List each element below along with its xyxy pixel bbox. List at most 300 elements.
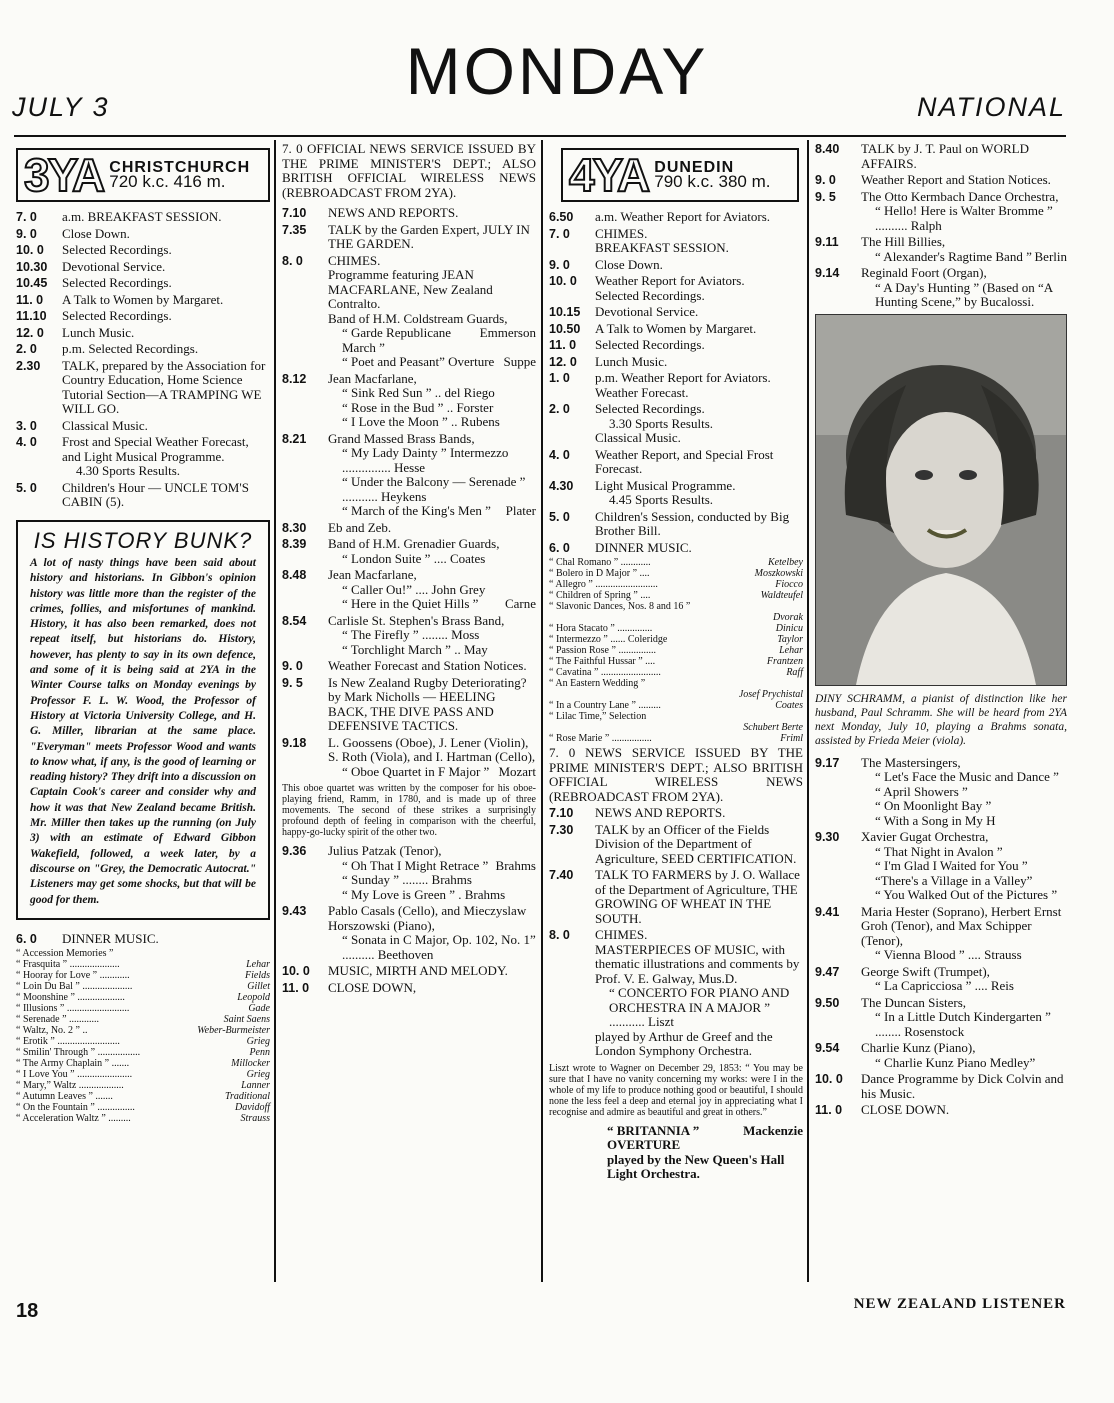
dinner-music-item — [549, 678, 803, 689]
dinner-music-item — [549, 733, 803, 744]
entry-time: 9.54 — [815, 1041, 840, 1055]
programme-line: Children's Session, conducted by Big Brother Bill. — [595, 508, 790, 538]
entry-text — [595, 355, 803, 370]
entry-text — [595, 274, 803, 303]
music-title: “ The Army Chaplain ” ....... — [16, 1058, 130, 1070]
station-city: DUNEDIN — [654, 158, 735, 176]
entry-time: 4. 0 — [549, 447, 570, 462]
entry-text — [328, 521, 536, 536]
programme-line: L. Goossens (Oboe), J. Lener (Violin), S. Roth (Viola), and I. Hartman (Cello), — [328, 734, 536, 764]
entry-time: 8.39 — [282, 537, 307, 551]
programme-line: Eb and Zeb. — [328, 519, 392, 535]
programme-line: Weather Report and Station Notices. — [861, 172, 1051, 187]
entry-text — [861, 965, 1067, 994]
programme-line: Charlie Kunz (Piano), — [861, 1040, 976, 1055]
entry-text — [328, 844, 536, 902]
music-composer: Lehar — [779, 645, 803, 656]
dinner-music-item — [549, 689, 803, 700]
music-title: “ Children of Spring ” .... — [549, 590, 651, 601]
entry-time: 9. 0 — [815, 173, 836, 187]
entry-time: 9.50 — [815, 995, 840, 1010]
entry-text — [328, 904, 536, 962]
entry-time: 9.30 — [815, 830, 840, 844]
programme-line: CHIMES. — [328, 252, 381, 268]
entry-text — [328, 964, 536, 979]
entry-text — [62, 260, 270, 275]
column-3ya — [16, 142, 270, 1124]
entry-time: 10. 0 — [16, 243, 44, 257]
entry-text — [328, 254, 536, 370]
entry-time: 7.10 — [549, 806, 574, 820]
entry-time: 5. 0 — [16, 480, 37, 495]
column-divider — [541, 140, 543, 1282]
entry-time: 6.50 — [549, 210, 574, 224]
schedule-list — [815, 142, 1067, 310]
programme-line: “ Sunday ” ........ Brahms — [342, 872, 472, 887]
entry-text — [328, 537, 536, 566]
entry-time: 7. 0 — [549, 226, 570, 241]
music-title: “ On the Fountain ” ............... — [16, 1102, 135, 1114]
schedule-list — [549, 806, 803, 1059]
entry-time: 12. 0 — [549, 354, 577, 369]
entry-text — [595, 479, 803, 508]
dinner-music-item — [16, 959, 270, 970]
dinner-music-item — [549, 612, 803, 623]
schedule-entry — [549, 541, 803, 556]
programme-line: BREAKFAST SESSION. — [595, 240, 729, 255]
item-title: “ March of the King's Men ” — [342, 503, 491, 518]
programme-line: The Hill Billies, — [861, 234, 946, 249]
entry-text — [595, 448, 803, 477]
music-title: “ Slavonic Dances, Nos. 8 and 16 ” — [549, 601, 691, 612]
music-composer: Leopold — [237, 992, 270, 1004]
item-composer: Suppe — [503, 354, 536, 369]
programme-line: “ A Day's Hunting ” (Based on “A Hunting Scene,” by Bucalossi. — [875, 279, 1053, 309]
entry-time: 10. 0 — [815, 1072, 843, 1086]
entry-text — [62, 293, 270, 308]
dinner-music-item — [16, 1091, 270, 1102]
programme-line: Xavier Gugat Orchestra, — [861, 829, 989, 844]
schedule-entry — [16, 276, 270, 291]
music-title: “ Bolero in D Major ” .... — [549, 568, 650, 579]
music-title: “ Frasquita ” .................... — [16, 959, 120, 971]
entry-text — [861, 173, 1067, 188]
schedule-entry — [16, 419, 270, 434]
programme-line: Children's Hour — UNCLE TOM'S CABIN (5). — [62, 479, 249, 509]
dinner-music-item — [16, 1025, 270, 1036]
item-title: “ Here in the Quiet Hills ” — [342, 596, 479, 611]
entry-time: 8.30 — [282, 520, 307, 535]
music-composer: Fiocco — [775, 579, 803, 590]
dinner-music-item — [549, 579, 803, 590]
feature-text: A lot of nasty things have been said about history and historians. In Gibbon's opinion history was little more than the register of the crimes, follies, and misfortunes of mankind. History, it has also been remarked, does not repeat itself, but historians do. History, however, has plenty to say in its own defence, and some of it is being said at 2YA in the Winter Course talks on Monday evenings by Professor F. L. W. Wood, the Professor of History at Victoria University College, and H. G. Miller, librarian at the same place. "Everyman" meets Professor Wood and wants to know what, if any, is the good of learning or reading history? They drift into a discussion on Captain Cook's career and consider why and how it was that New Zealand became British. Mr. Miller then takes up the running (on July 3) with an estimate of Edward Gibbon Wakefield, followed, a week later, by a discourse on "Grey, the Democratic Autocrat." Listeners may get some shocks, but that will be good for them. — [30, 557, 256, 906]
entry-time: 4. 0 — [16, 435, 37, 449]
programme-line — [328, 597, 536, 612]
entry-text — [62, 419, 270, 434]
schedule-entry — [549, 806, 803, 821]
music-composer: Ketelbey — [768, 557, 803, 568]
programme-line: “ Rose in the Bud ” .. Forster — [342, 399, 494, 415]
news-intro: 7. 0 NEWS SERVICE ISSUED BY THE PRIME MINISTER'S DEPT.; ALSO BRITISH OFFICIAL WIRELESS NEWS (REBROADCAST FROM 2YA). — [549, 745, 803, 804]
column-divider — [274, 140, 276, 1282]
programme-line — [607, 1124, 803, 1153]
programme-line: Band of H.M. Coldstream Guards, — [328, 310, 508, 326]
item-title: “ Garde Republicane March ” — [342, 325, 452, 355]
entry-text — [595, 227, 803, 256]
programme-line: “ The Firefly ” ........ Moss — [342, 627, 480, 642]
programme-line: Weather Report, and Special Frost Forecast. — [595, 446, 774, 476]
entry-time: 10.30 — [16, 259, 48, 274]
entry-time: 9.17 — [815, 755, 840, 770]
programme-line: The Mastersingers, — [861, 754, 961, 770]
dinner-music-item — [16, 1003, 270, 1014]
dinner-music-item — [16, 970, 270, 981]
entry-text — [861, 905, 1067, 963]
schedule-list — [16, 210, 270, 510]
music-composer: Lehar — [246, 959, 270, 971]
music-title: “ Smilin' Through ” ................. — [16, 1047, 141, 1059]
schedule-entry — [549, 322, 803, 337]
programme-line: played by Arthur de Greef and the London Symphony Orchestra. — [595, 1028, 773, 1058]
entry-text — [595, 541, 803, 556]
entry-time: 11. 0 — [549, 338, 577, 352]
entry-text — [328, 736, 536, 780]
schedule-entry — [815, 965, 1067, 994]
entry-time: 12. 0 — [16, 325, 44, 340]
dinner-music-item — [16, 948, 270, 959]
entry-text — [861, 1072, 1067, 1101]
schedule-entry — [549, 355, 803, 370]
schedule-entry — [815, 235, 1067, 264]
entry-text — [328, 614, 536, 658]
music-composer: Dvorak — [773, 612, 803, 623]
schedule-entry — [282, 614, 536, 658]
programme-line: “ My Lady Dainty ” Intermezzo ............... Hesse — [342, 445, 509, 475]
entry-time: 2.30 — [16, 358, 41, 373]
programme-line: “There's a Village in a Valley” — [875, 872, 1033, 888]
schedule-entry — [282, 904, 536, 962]
entry-time: 11. 0 — [282, 980, 310, 995]
programme-line: Selected Recordings. — [595, 337, 705, 352]
programme-line: Selected Recordings. — [62, 242, 172, 257]
entry-time: 7. 0 — [16, 210, 37, 224]
programme-line: “ You Walked Out of the Pictures ” — [875, 887, 1058, 902]
music-title: “ In a Country Lane ” ......... — [549, 700, 661, 711]
programme-line: “ Sink Red Sun ” .. del Riego — [342, 385, 495, 400]
schedule-entry — [815, 173, 1067, 188]
item-composer: Mackenzie — [743, 1122, 803, 1138]
music-composer: Gillet — [247, 981, 270, 993]
schedule-entry — [815, 1072, 1067, 1101]
station-frequency: 790 k.c. 380 m. — [654, 172, 771, 191]
programme-line: Classical Music. — [62, 417, 148, 433]
schedule-entry — [16, 227, 270, 242]
dinner-music-list — [549, 557, 803, 744]
entry-text — [595, 258, 803, 273]
programme-line: MASTERPIECES OF MUSIC, with thematic illustrations and comments by Prof. V. E. Galway, Mus.D. — [595, 941, 800, 986]
schedule-entry — [549, 338, 803, 353]
programme-line: “ CONCERTO FOR PIANO AND ORCHESTRA IN A MAJOR ” ........... Liszt — [609, 985, 790, 1029]
entry-time: 9.18 — [282, 735, 307, 750]
schedule-entry — [815, 905, 1067, 963]
music-title: “ Mary,” Waltz .................. — [16, 1080, 124, 1092]
schedule-entry — [549, 823, 803, 867]
schedule-entry — [282, 521, 536, 536]
music-title: “ Allegro ” ......................... — [549, 579, 658, 590]
programme-line: Close Down. — [62, 225, 130, 241]
station-city: CHRISTCHURCH — [109, 158, 251, 176]
entry-time: 11.10 — [16, 309, 47, 323]
item-composer: Mozart — [498, 763, 536, 779]
entry-text — [62, 342, 270, 357]
entry-time: 10. 0 — [549, 274, 577, 288]
station-frequency: 720 k.c. 416 m. — [109, 172, 226, 191]
schedule-entry — [282, 432, 536, 519]
programme-line: TALK by the Garden Expert, JULY IN THE GARDEN. — [328, 221, 530, 251]
programme-line — [861, 250, 1067, 265]
schedule-entry — [815, 190, 1067, 234]
programme-line: The Duncan Sisters, — [861, 994, 967, 1010]
schedule-entry — [282, 254, 536, 370]
schedule-entry — [815, 756, 1067, 829]
schedule-entry — [549, 479, 803, 508]
music-composer: Coates — [775, 700, 803, 711]
music-title: “ Chal Romano ” ............ — [549, 557, 651, 568]
programme-line: TALK TO FARMERS by J. O. Wallace of the Department of Agriculture, THE GROWING OF WHEAT IN THE SOUTH. — [595, 867, 800, 926]
item-composer: Carne — [504, 596, 536, 611]
entry-text — [328, 372, 536, 430]
entry-time: 8.21 — [282, 431, 307, 446]
programme-line: p.m. Selected Recordings. — [62, 341, 199, 356]
schedule-entry — [16, 359, 270, 417]
entry-text — [861, 142, 1067, 171]
programme-line: Jean Macfarlane, — [328, 567, 417, 582]
schedule-entry — [16, 435, 270, 479]
schedule-entry — [282, 676, 536, 734]
dinner-music-item — [549, 601, 803, 612]
schedule-entry — [815, 1103, 1067, 1118]
station-logo-4ya — [561, 148, 799, 202]
programme-line: CLOSE DOWN, — [328, 979, 417, 995]
entry-text — [328, 206, 536, 221]
dinner-music-item — [549, 645, 803, 656]
programme-line: Close Down. — [595, 256, 663, 272]
schedule-entry — [282, 568, 536, 612]
entry-time: 3. 0 — [16, 418, 37, 433]
item-title: “ Poet and Peasant” Overture — [342, 354, 495, 369]
programme-line: 4.45 Sports Results. — [609, 492, 714, 507]
dinner-music-item — [549, 568, 803, 579]
entry-text — [595, 823, 803, 867]
programme-line: Lunch Music. — [62, 324, 135, 340]
dinner-music-item — [16, 1014, 270, 1025]
entry-text — [595, 210, 803, 225]
entry-text — [62, 435, 270, 479]
entry-text — [328, 432, 536, 519]
music-composer: Weber-Burmeister — [197, 1025, 270, 1037]
music-title: “ Acceleration Waltz ” ......... — [16, 1113, 131, 1125]
music-composer: Friml — [780, 733, 803, 744]
music-composer: Grieg — [246, 1069, 270, 1081]
dinner-music-item — [549, 557, 803, 568]
dinner-music-list — [16, 948, 270, 1124]
entry-time: 7.10 — [282, 206, 307, 220]
entry-text — [861, 235, 1067, 264]
programme-line: TALK by J. T. Paul on WORLD AFFAIRS. — [861, 141, 1029, 171]
music-composer: Gade — [248, 1003, 270, 1015]
dinner-music-item — [549, 623, 803, 634]
programme-line: a.m. Weather Report for Aviators. — [595, 209, 771, 224]
entry-text — [62, 210, 270, 225]
schedule-entry — [282, 659, 536, 674]
schedule-entry — [16, 342, 270, 357]
music-title: “ Illusions ” ......................... — [16, 1003, 130, 1015]
programme-line: “ Let's Face the Music and Dance ” — [875, 769, 1059, 784]
music-title: “ Cavatina ” ........................ — [549, 667, 661, 678]
schedule-entry — [16, 932, 270, 947]
programme-line: “ I Love the Moon ” .. Rubens — [342, 414, 500, 429]
programme-line: Selected Recordings. — [62, 275, 172, 290]
programme-line: “ In a Little Dutch Kindergarten ” ........ Rosenstock — [875, 1009, 1051, 1039]
schedule-entry — [549, 258, 803, 273]
dinner-music-item — [549, 722, 803, 733]
entry-time: 10.45 — [16, 276, 48, 290]
entry-text — [328, 981, 536, 996]
entry-text — [62, 227, 270, 242]
programme-line: Selected Recordings. — [62, 308, 172, 323]
entry-time: 8.48 — [282, 568, 307, 582]
schedule-entry — [549, 402, 803, 446]
music-title: “ Lilac Time,” Selection — [549, 711, 647, 722]
music-title: “ Autumn Leaves ” ....... — [16, 1091, 113, 1103]
programme-line: Devotional Service. — [62, 258, 166, 274]
dinner-music-item — [16, 1113, 270, 1124]
programme-line: Grand Massed Brass Bands, — [328, 430, 475, 446]
dinner-music-item — [16, 1069, 270, 1080]
item-title: “ BRITANNIA ” OVERTURE — [607, 1122, 700, 1152]
schedule-entry — [282, 372, 536, 430]
schedule-entry — [549, 448, 803, 477]
header-rule — [14, 135, 1066, 137]
page-number: 18 — [16, 1300, 39, 1322]
item-composer: Brahms — [495, 857, 536, 873]
entry-time: 5. 0 — [549, 509, 570, 524]
dinner-music-item — [16, 992, 270, 1003]
dinner-music-item — [549, 700, 803, 711]
programme-line — [328, 765, 536, 780]
entry-text — [62, 326, 270, 341]
music-title: “ Loin Du Bal ” .................... — [16, 981, 133, 993]
music-composer: Penn — [249, 1047, 270, 1059]
programme-note: This oboe quartet was written by the composer for his oboe-playing friend, Ramm, in 1780, and is made up of three movements. The second of these strikes a surprisingly profound depth of feeling in comparison with the cheerful, happy-go-lucky spirit of the other two. — [282, 783, 536, 838]
entry-text — [328, 223, 536, 252]
programme-note: Liszt wrote to Wagner on December 29, 1853: “ You may be sure that I have no vanity concerning my works: were I in the whole of my life to produce nothing good or beautiful, I should none the less feel a deep and eternal joy in appreciating what I recognise and admire as beautiful and great in others.” — [549, 1062, 803, 1118]
programme-line: Selected Recordings. — [595, 287, 705, 303]
programme-line: 3.30 Sports Results. — [609, 415, 714, 431]
programme-line: Is New Zealand Rugby Deteriorating? by Mark Nicholls — HEELING BACK, THE DIVE PASS AND DEFENSIVE TACTICS. — [328, 674, 527, 733]
entry-time: 4.30 — [549, 478, 574, 493]
music-composer: Frantzen — [766, 656, 803, 667]
entry-time: 1. 0 — [549, 371, 570, 385]
programme-line: Pablo Casals (Cello), and Mieczyslaw Horszowski (Piano), — [328, 903, 527, 933]
music-composer: Dinicu — [775, 623, 803, 634]
entry-time: 9.36 — [282, 844, 307, 858]
schedule-entry — [549, 305, 803, 320]
entry-text — [328, 568, 536, 612]
music-composer: Davidoff — [235, 1102, 270, 1114]
column-divider — [807, 140, 809, 1282]
programme-line — [328, 326, 536, 355]
music-composer: Fields — [245, 970, 270, 982]
entry-text — [861, 756, 1067, 829]
column-4ya — [549, 142, 803, 1182]
programme-line: CLOSE DOWN. — [861, 1102, 950, 1117]
entry-time: 10.15 — [549, 305, 581, 319]
programme-line: “ Sonata in C Major, Op. 102, No. 1” .......... Beethoven — [342, 932, 536, 962]
music-title: “ Accession Memories ” — [16, 948, 114, 960]
dinner-music-item — [549, 711, 803, 722]
schedule-entry — [549, 210, 803, 225]
schedule-list — [282, 206, 536, 779]
entry-time: 8.12 — [282, 371, 307, 386]
dinner-music-item — [16, 981, 270, 992]
schedule-entry — [282, 206, 536, 221]
publication-name: NEW ZEALAND LISTENER — [853, 1296, 1066, 1312]
music-composer: Schubert Berte — [743, 722, 803, 733]
entry-time: 9. 5 — [815, 189, 836, 204]
item-composer: Plater — [505, 503, 536, 518]
entry-text — [861, 830, 1067, 903]
schedule-entry — [549, 371, 803, 400]
schedule-entry — [549, 227, 803, 256]
entry-time: 10.50 — [549, 321, 581, 336]
programme-line: A Talk to Women by Margaret. — [62, 291, 224, 307]
programme-line: “ Charlie Kunz Piano Medley” — [875, 1054, 1036, 1070]
feature-box — [16, 520, 270, 920]
entry-text — [861, 996, 1067, 1040]
entry-text — [595, 371, 803, 400]
music-title: “ Hora Stacato ” .............. — [549, 623, 653, 634]
station-logo-3ya — [16, 148, 270, 202]
programme-line: Weather Report for Aviators. — [595, 273, 745, 288]
programme-line: Dance Programme by Dick Colvin and his Music. — [861, 1071, 1064, 1101]
programme-line: MUSIC, MIRTH AND MELODY. — [328, 963, 508, 978]
programme-line — [328, 859, 536, 874]
item-title: “ Oh That I Might Retrace ” — [342, 857, 489, 873]
item-composer: Berlin — [1034, 248, 1067, 264]
music-composer: Grieg — [246, 1036, 270, 1048]
item-title: “ Oboe Quartet in F Major ” — [342, 763, 490, 779]
day-title: MONDAY — [405, 34, 709, 108]
entry-text — [861, 266, 1067, 310]
dinner-music-item — [16, 1102, 270, 1113]
music-title: “ Erotik ” ......................... — [16, 1036, 120, 1048]
music-composer: Taylor — [777, 634, 803, 645]
programme-tail — [549, 1124, 803, 1182]
schedule-entry — [282, 844, 536, 902]
item-title: “ Alexander's Ragtime Band ” — [875, 248, 1032, 264]
portrait-image — [816, 315, 1066, 685]
programme-line: TALK, prepared by the Association for Country Education, Home Science Tutorial Section—A TRAMPING WE WILL GO. — [62, 357, 266, 416]
programme-line: a.m. BREAKFAST SESSION. — [62, 209, 222, 224]
programme-line: Reginald Foort (Organ), — [861, 265, 987, 280]
entry-time: 8.54 — [282, 613, 307, 628]
entry-time: 9.43 — [282, 904, 307, 918]
music-title: “ Waltz, No. 2 ” .. — [16, 1025, 88, 1037]
programme-line — [328, 355, 536, 370]
programme-line: “ La Capricciosa ” .... Reis — [875, 978, 1014, 993]
programme-line: “ Vienna Blood ” .... Strauss — [875, 947, 1022, 962]
